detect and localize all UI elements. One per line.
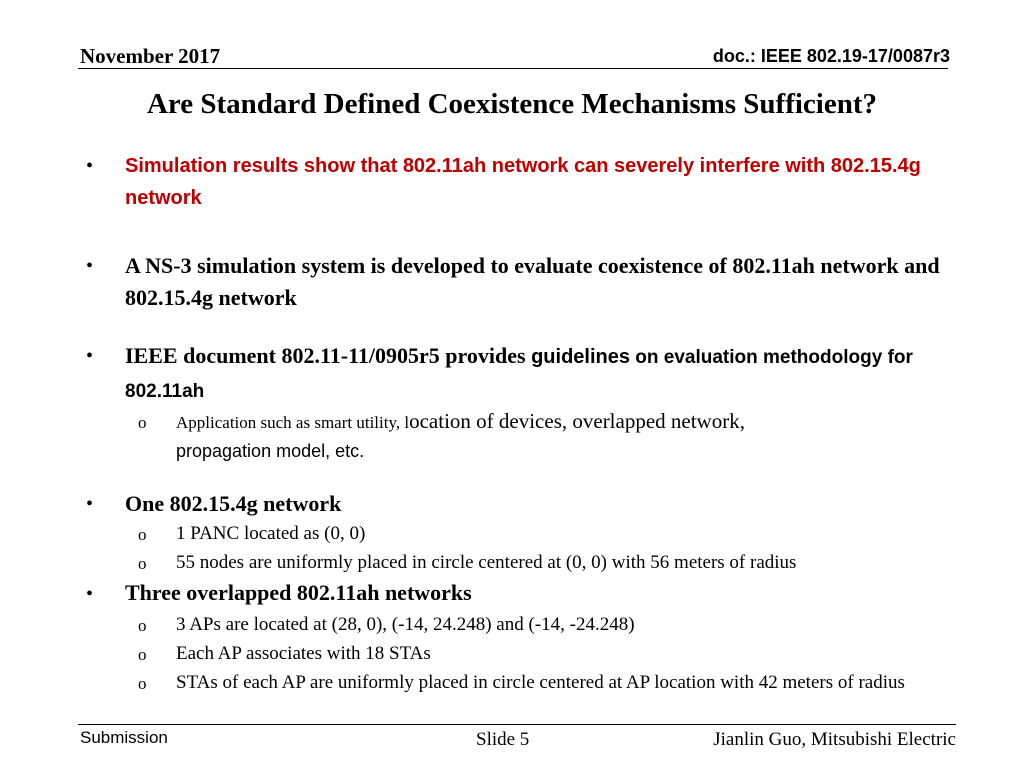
bullet-one-network: One 802.15.4g network [125,491,342,516]
slide-title: Are Standard Defined Coexistence Mechanisms Sufficient? [146,88,878,120]
sub-bullet-marker: o [138,413,147,432]
sub-bullet-panc: 1 PANC located as (0, 0) [176,523,366,544]
sub-bullet-stas: STAs of each AP are uniformly placed in circle centered at AP location with 42 meters of radius [176,672,905,693]
sub-bullet-nodes: 55 nodes are uniformly placed in circle centered at (0, 0) with 56 meters of radius [176,552,797,573]
footer-divider [78,724,956,725]
sub-bullet-associates: Each AP associates with 18 STAs [176,643,431,664]
sub-bullet-marker: o [138,645,147,664]
bullet-marker: • [86,345,94,367]
bullet-marker: • [86,583,94,605]
sub-bullet-application-small: Application such as smart utility, l [176,413,410,432]
bullet-three-networks: Three overlapped 802.11ah networks [125,580,472,605]
header-date: November 2017 [80,44,221,68]
sub-bullet-application-sans: propagation model, etc. [176,441,365,461]
bullet-ieee-text-sans-b: on evaluation methodology for 802.11ah [125,347,913,402]
footer-slide-number: Slide 5 [476,729,530,750]
sub-bullet-application-mid: ocation of devices, overlapped network, [409,409,745,433]
sub-bullet-application [176,407,976,466]
sub-bullet-marker: o [138,616,147,635]
bullet-marker: • [86,493,94,515]
sub-bullet-marker: o [138,525,147,544]
footer-submission: Submission [80,728,168,747]
bullet-ieee-document [125,340,925,408]
sub-bullet-marker: o [138,674,147,693]
header-doc-id: doc.: IEEE 802.19-17/0087r3 [712,46,950,66]
bullet-ieee-text-sans-a: guidelines [525,346,630,368]
bullet-ns3-system: A NS-3 simulation system is developed to evaluate coexistence of 802.11ah network and 802.15.4g network [125,253,940,310]
bullet-marker: • [86,155,94,177]
sub-bullet-marker: o [138,554,147,573]
sub-bullet-aps: 3 APs are located at (28, 0), (-14, 24.248) and (-14, -24.248) [176,614,635,635]
bullet-marker: • [86,255,94,277]
bullet-ieee-text-serif: IEEE document 802.11-11/0905r5 provides [125,343,526,368]
bullet-simulation-results: Simulation results show that 802.11ah network can severely interfere with 802.15.4g network [125,155,921,209]
header-divider [78,68,948,69]
footer-author: Jianlin Guo, Mitsubishi Electric [713,729,956,750]
